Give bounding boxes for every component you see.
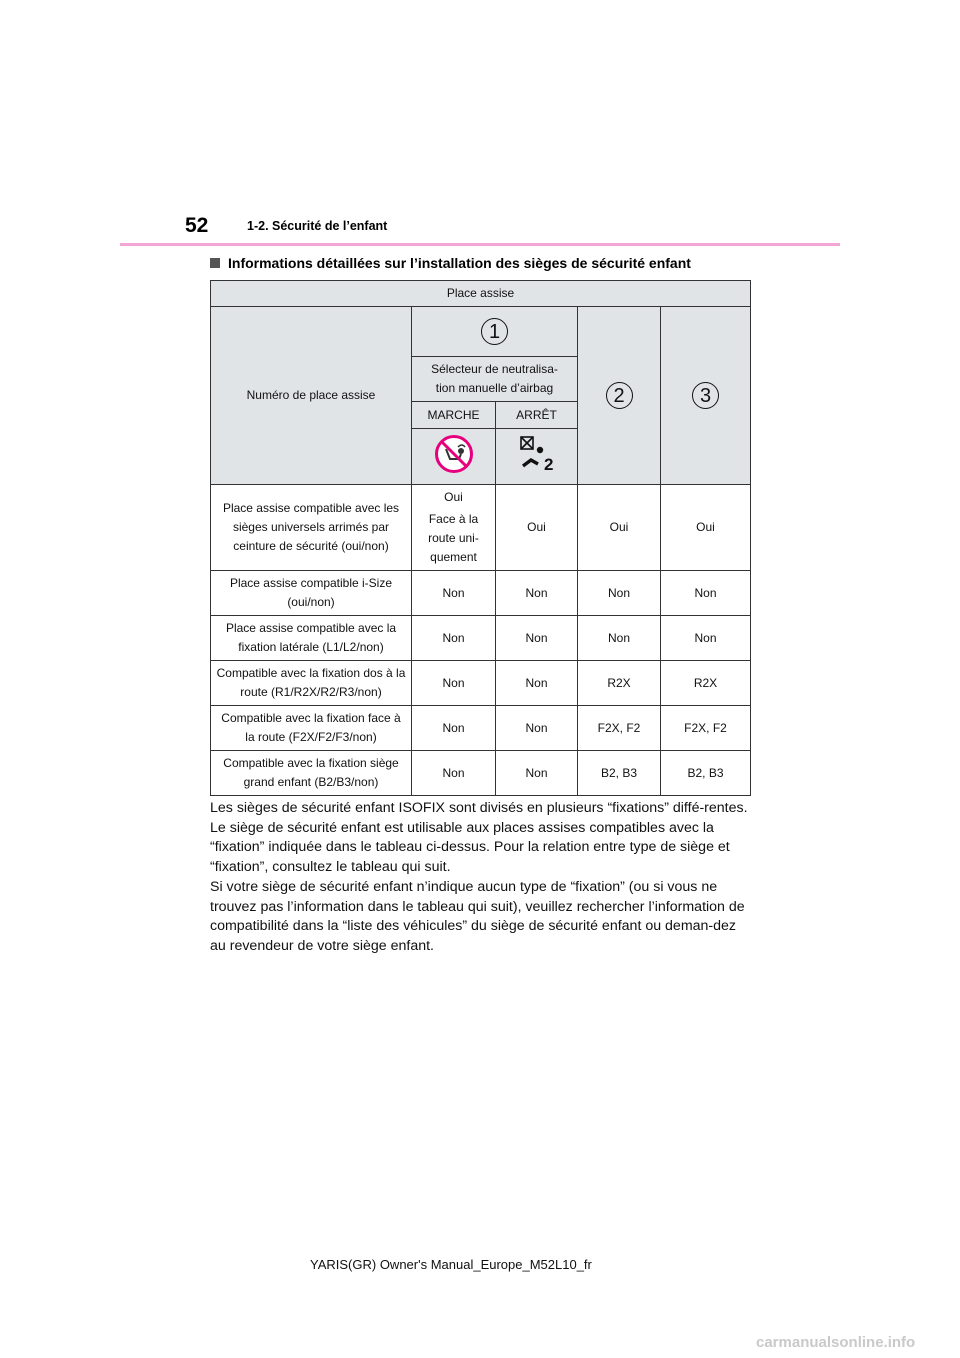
watermark-link[interactable]: carmanualsonline.info <box>756 1334 916 1351</box>
airbag-off-icon-cell <box>496 429 578 485</box>
row-forward-facing-seat2: F2X, F2 <box>578 706 661 751</box>
row-universal-seat2: Oui <box>578 485 661 571</box>
seat-3-header <box>661 307 751 485</box>
row-lateral-seat1-on: Non <box>412 616 496 661</box>
row-lateral-seat3: Non <box>661 616 751 661</box>
seat-2-header <box>578 307 661 485</box>
row-universal-seat1-off: Oui <box>496 485 578 571</box>
row-booster-seat2: B2, B3 <box>578 751 661 796</box>
row-forward-facing-label: Compatible avec la fixation face à la route (F2X/F2/F3/non) <box>211 706 412 751</box>
seat-1-number: 1 <box>481 318 508 345</box>
row-rear-facing-seat2: R2X <box>578 661 661 706</box>
row-rear-facing-seat3: R2X <box>661 661 751 706</box>
section-title: 1-2. Sécurité de l’enfant <box>247 219 388 233</box>
row-forward-facing-seat1-on: Non <box>412 706 496 751</box>
row-universal-on-line1: Oui <box>444 490 463 504</box>
body-text <box>210 799 755 957</box>
row-booster-seat1-on: Non <box>412 751 496 796</box>
subheading <box>210 255 691 271</box>
compatibility-table <box>210 280 751 796</box>
body-paragraph-2: Si votre siège de sécurité enfant n’indique aucun type de “fixation” (ou si vous ne trouvez pas l’information dans le tableau qui suit), veuillez rechercher l’information de compatibilité dans la “liste des véhicules” du siège de sécurité enfant ou deman-dez au revendeur de votre siège enfant. <box>210 878 745 954</box>
seat-3-number: 3 <box>692 382 719 409</box>
seat-2-number: 2 <box>606 382 633 409</box>
page-number: 52 <box>185 214 209 237</box>
row-universal-seat3: Oui <box>661 485 751 571</box>
seat-1-header <box>412 307 578 357</box>
row-rear-facing-seat1-off: Non <box>496 661 578 706</box>
switch-on-label: MARCHE <box>412 402 496 429</box>
airbag-on-icon-cell <box>412 429 496 485</box>
airbag-switch-label: Sélecteur de neutralisa-tion manuelle d’airbag <box>412 357 578 402</box>
row-forward-facing-seat1-off: Non <box>496 706 578 751</box>
header-rule <box>120 243 840 246</box>
row-isize-seat3: Non <box>661 571 751 616</box>
row-rear-facing-label: Compatible avec la fixation dos à la route (R1/R2X/R2/R3/non) <box>211 661 412 706</box>
row-booster-seat1-off: Non <box>496 751 578 796</box>
row-forward-facing-seat3: F2X, F2 <box>661 706 751 751</box>
switch-off-label: ARRÊT <box>496 402 578 429</box>
row-isize-seat2: Non <box>578 571 661 616</box>
passenger-airbag-off-icon <box>517 434 557 474</box>
square-bullet-icon <box>210 258 220 268</box>
row-booster-label: Compatible avec la fixation siège grand enfant (B2/B3/non) <box>211 751 412 796</box>
svg-text:2: 2 <box>543 454 553 474</box>
row-booster-seat3: B2, B3 <box>661 751 751 796</box>
row-universal-seat1-on <box>412 485 496 571</box>
row-universal-on-line2: Face à la route uni-quement <box>428 512 479 564</box>
row-universal-label: Place assise compatible avec les sièges universels arrimés par ceinture de sécurité (oui/non) <box>211 485 412 571</box>
row-isize-label: Place assise compatible i-Size (oui/non) <box>211 571 412 616</box>
row-isize-seat1-off: Non <box>496 571 578 616</box>
row-rear-facing-seat1-on: Non <box>412 661 496 706</box>
footer-manual-id: YARIS(GR) Owner's Manual_Europe_M52L10_fr <box>310 1257 592 1272</box>
row-isize-seat1-on: Non <box>412 571 496 616</box>
body-paragraph-1: Les sièges de sécurité enfant ISOFIX sont divisés en plusieurs “fixations” diffé-rentes. Le siège de sécurité enfant est utilisable aux places assises compatibles avec la “fixation” indiquée dans le tableau ci-dessus. Pour la relation entre type de siège et “fixation”, consultez le tableau qui suit. <box>210 800 748 876</box>
row-lateral-label: Place assise compatible avec la fixation latérale (L1/L2/non) <box>211 616 412 661</box>
row-lateral-seat2: Non <box>578 616 661 661</box>
table-title: Place assise <box>211 281 751 307</box>
no-rear-facing-child-seat-icon <box>434 434 474 474</box>
row-lateral-seat1-off: Non <box>496 616 578 661</box>
subheading-text: Informations détaillées sur l’installation des sièges de sécurité enfant <box>228 255 691 271</box>
seat-number-label: Numéro de place assise <box>211 307 412 485</box>
